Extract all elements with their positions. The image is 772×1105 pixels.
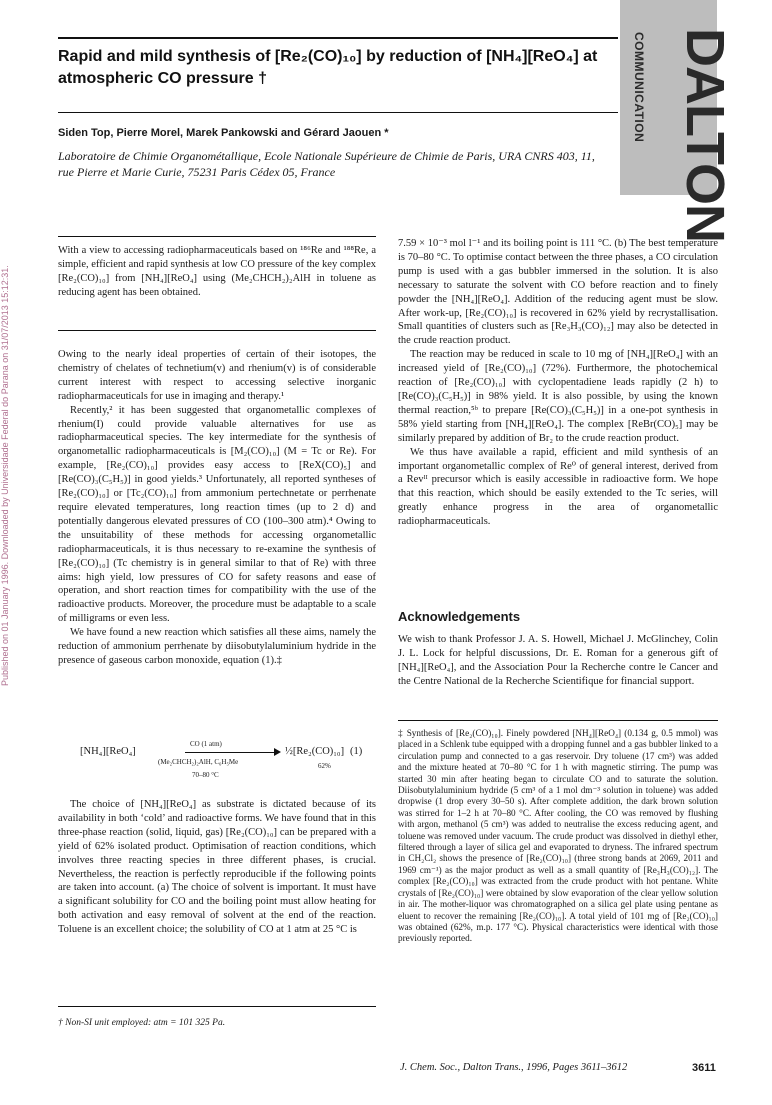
equation-product: ½[Re₂(CO)₁₀]	[285, 746, 345, 757]
download-watermark: Published on 01 January 1996. Downloaded by Universidade Federal do Parana on 31/07/2013 15:12:31.	[0, 265, 10, 686]
equation-yield: 62%	[318, 762, 331, 770]
acknowledgements-text: We wish to thank Professor J. A. S. Howell, Michael J. McGlinchey, Colin J. L. Lock for helpful discussions, Dr. E. Roman for a generous gift of [NH₄][ReO₄], and the Association Pour la Recherche contre le Cancer and the Centre National de la Recherche Scientifique for financial support.	[398, 634, 718, 687]
equation-1	[80, 742, 380, 782]
paragraph: 7.59 × 10⁻³ mol l⁻¹ and its boiling point is 111 °C. (b) The best temperature is 70–80 °C. To optimise contact between the three phases, a CO circulation pump is used with a gas bubbler immersed in the solution. It is also necessary to saturate the solvent with CO before reaction and to finely powder the [NH₄][ReO₄]. Addition of the reducing agent must be slow. After work-up, [Re₂(CO)₁₀] is recovered in 62% yield by recrystallisation. Small quantities of clusters such as [Re₃H₃(CO)₁₂] may also be detected in the crude reaction product.	[398, 238, 718, 347]
paragraph: The reaction may be reduced in scale to 10 mg of [NH₄][ReO₄] with an increased yield of [Re₂(CO)₁₀] (72%). Furthermore, the photochemical reaction of [Re₂(CO)₁₀] with cyclopentadiene leads rapidly (2 h) to [Re(CO)₃(C₅H₅)] in 98% yield. It is also possible, by using the known thermal reaction,⁵ᵇ to prepare [Re(CO)₃(C₅H₅)] in a one-pot synthesis in 58% yield starting from [NH₄][ReO₄]. The complex [ReBr(CO)₅] may be similarly prepared by addition of Br₂ to the crude reaction product.	[398, 349, 718, 444]
paragraph: The choice of [NH₄][ReO₄] as substrate is dictated because of its availability in both ‘cold’ and radioactive forms. We have found that in this three-phase reaction (solid, liquid, gas) [Re₂(CO)₁₀] can be prepared with a yield of 62% isolated product. Optimisation of reaction conditions, which involves three reacting species in three different phases, is crucial. Nevertheless, the reaction is perfectly reproducible if the following points are taken into account. (a) The choice of solvent is important. It must have a significant solubility for CO and the boiling point must allow heating for both activation and easy removal of solvent at the end of the reaction. Toluene is an excellent choice; the solubility of CO at 1 atm at 25 °C is	[58, 799, 376, 936]
header-top-rule	[58, 37, 618, 39]
article-title: Rapid and mild synthesis of [Re₂(CO)₁₀] by reduction of [NH₄][ReO₄] at atmospheric CO pressure †	[58, 48, 598, 87]
affiliation: Laboratoire de Chimie Organométallique, Ecole Nationale Supérieure de Chimie de Paris, URA CNRS 403, 11, rue Pierre et Marie Curie, 75231 Paris Cédex 05, France	[58, 149, 595, 179]
author-list: Siden Top, Pierre Morel, Marek Pankowski and Gérard Jaouen *	[58, 127, 389, 139]
body-left-section	[58, 348, 376, 668]
reaction-arrow	[185, 752, 277, 753]
acknowledgements-heading: Acknowledgements	[398, 609, 521, 624]
footnote-synthesis: ‡ Synthesis of [Re₂(CO)₁₀]. Finely powdered [NH₄][ReO₄] (0.134 g, 0.5 mmol) was placed in a Schlenk tube equipped with a dropping funnel and a gas bubbler linked to a circulation pump and connected to a gas reservoir. Dry toluene (17 cm³) was added and the mixture heated at 70–80 °C for 1 h with magnetic stirring. The pump was started 30 min after heating began to circulate CO and to saturate the solution. Diisobutylaluminium hydride (5 cm³ of a 1 mol dm⁻³ solution in toluene) was added dropwise (1 drop every 30–50 s). After complete addition, the dark brown solution was stirred for 1–2 h at 70–80 °C. After cooling, the CO was removed by flushing with argon, methanol (5 cm³) was added to neutralise the excess reducing agent, and toluene was removed under vacuum. The crude product was dissolved in diethyl ether, filtered through a layer of silica gel and evaporated to dryness. The infrared spectrum in CH₂Cl₂ shows the presence of [Re₂(CO)₁₀] (three strong bands at 2069, 2011 and 1969 cm⁻¹) as the major product as well as a small quantity of [Re₃H₃(CO)₁₂]. The complex [Re₂(CO)₁₀] was extracted from the crude product with hot pentane. White crystals of [Re₂(CO)₁₀] were obtained by slow evaporation of the clear yellow solution in air. The mother-liquor was chromatographed on a silica gel plate using pentane as eluent to recover the remaining [Re₂(CO)₁₀]. A total yield of 101 mg of [Re₂(CO)₁₀] was obtained (62%, m.p. 177 °C). Physical characteristics were identical with those previously reported.	[398, 728, 718, 944]
paragraph: We thus have available a rapid, efficient and mild synthesis of an important organometallic complex of Re⁰ of general interest, derived from a Reᴠᴵᴵ precursor which is easily accessible in radioactive form. We hope that this reaction, which should be easily extended to the Tc series, will greatly enhance progress in the area of organometallic radiopharmaceuticals.	[398, 446, 718, 528]
arrow-condition-below: (Me₂CHCH₂)₂AlH, C₆H₅Me	[158, 758, 239, 766]
abstract-bottom-rule	[58, 330, 376, 331]
journal-name: DALTON	[675, 28, 735, 242]
journal-sidebar	[620, 0, 735, 242]
body-right-section	[398, 237, 718, 529]
paragraph: Recently,² it has been suggested that organometallic complexes of rhenium(I) could provide valuable alternatives for use as radiopharmaceutical species. The key intermediate for the synthesis of organometallic radiopharmaceuticals is [M₂(CO)₁₀] (M = Tc or Re). For example, [Re₂(CO)₁₀] provides easy access to [ReX(CO)₅] and [Re(CO)₃(C₅H₅)] in good yields.³ Unfortunately, all reported syntheses of [Re₂(CO)₁₀] or [Tc₂(CO)₁₀] from ammonium pertechnetate or perrhenate require elevated temperatures, long reaction times (up to 2 d) and potentially dangerous elevated pressures of CO (100–300 atm).⁴ Owing to the unsuitability of these methods for accessing organometallic radiopharmaceuticals, it is thus necessary to re-examine the synthesis of [Re₂(CO)₁₀] (Tc chemistry is in general similar to that of Re) with three aims: high yield, low pressures of CO for safety reasons and ease of operation, and short reaction times for compatibility with the use of the radioactive products. Moreover, the procedure must be adaptable to a scale of milligrams or even less.	[58, 404, 376, 625]
section-label: COMMUNICATION	[632, 32, 646, 143]
abstract-top-rule	[58, 236, 376, 237]
abstract: With a view to accessing radiopharmaceuticals based on ¹⁸⁶Re and ¹⁸⁸Re, a simple, efficient and rapid synthesis at low CO pressure of the key complex [Re₂(CO)₁₀] from [NH₄][ReO₄] using (Me₂CHCH₂)₂AlH in toluene as reducing agent has been obtained.	[58, 245, 376, 298]
footnote-si-units: † Non-SI unit employed: atm = 101 325 Pa.	[58, 1018, 226, 1028]
footnote-rule-right	[398, 720, 718, 721]
paragraph: Owing to the nearly ideal properties of certain of their isotopes, the chemistry of chelates of technetium(v) and rhenium(v) is of considerable current interest with respect to accessing selective inorganic radiopharmaceuticals for use in imaging and therapy.¹	[58, 349, 376, 402]
reaction-arrowhead	[274, 748, 281, 756]
equation-reactant: [NH₄][ReO₄]	[80, 746, 136, 757]
page-number: 3611	[692, 1062, 716, 1074]
paragraph: We have found a new reaction which satisfies all these aims, namely the reduction of ammonium perrhenate by diisobutylaluminium hydride in the presence of gaseous carbon monoxide, equation (1).‡	[58, 627, 376, 666]
footnote-rule-left	[58, 1006, 376, 1007]
arrow-temperature: 70–80 °C	[192, 771, 219, 779]
title-bottom-rule	[58, 112, 618, 113]
equation-number: (1)	[350, 746, 363, 757]
arrow-condition-above: CO (1 atm)	[190, 740, 222, 748]
journal-citation: J. Chem. Soc., Dalton Trans., 1996, Pages 3611–3612	[400, 1062, 628, 1073]
